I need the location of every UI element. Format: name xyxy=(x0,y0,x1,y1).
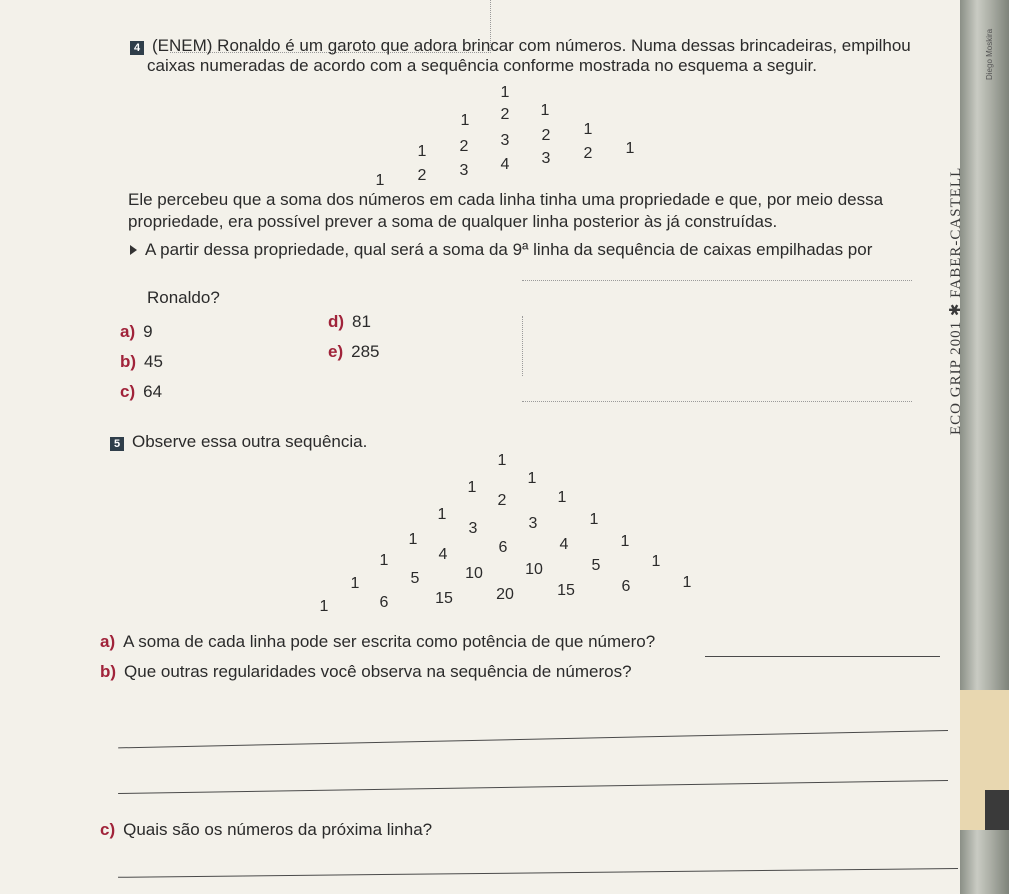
option-value: 45 xyxy=(144,352,163,371)
pyr-cell: 1 xyxy=(375,172,385,189)
q5b xyxy=(100,662,632,682)
pascal-cell: 4 xyxy=(438,546,448,563)
q4-badge: 4 xyxy=(130,41,144,55)
option-b[interactable] xyxy=(120,352,163,372)
option-letter: e) xyxy=(328,342,344,361)
option-value: 64 xyxy=(143,382,163,401)
q5a-answer-line[interactable] xyxy=(705,656,940,657)
q5a-text: A soma de cada linha pode ser escrita como potência de que número? xyxy=(123,632,656,651)
pascal-cell: 10 xyxy=(465,565,483,582)
pyr-cell: 2 xyxy=(541,127,551,144)
pascal-cell: 1 xyxy=(497,452,507,469)
q5c-letter: c) xyxy=(100,820,116,839)
q4-question xyxy=(130,240,872,260)
pyr-cell: 2 xyxy=(417,167,427,184)
pascal-cell: 15 xyxy=(557,582,575,599)
pyr-cell: 2 xyxy=(500,106,510,123)
pyr-cell: 2 xyxy=(583,145,593,162)
pascal-cell: 1 xyxy=(620,533,630,550)
pascal-cell: 5 xyxy=(410,570,420,587)
pyr-cell: 1 xyxy=(417,143,427,160)
pascal-cell: 1 xyxy=(408,531,418,548)
pyr-cell: 2 xyxy=(459,138,469,155)
pascal-cell: 1 xyxy=(379,552,389,569)
answer-box[interactable] xyxy=(522,280,912,402)
pencil-lead xyxy=(985,790,1009,830)
pascal-cell: 1 xyxy=(651,553,661,570)
pascal-cell: 3 xyxy=(468,520,478,537)
q4-text-line2: propriedade, era possível prever a soma de qualquer linha posterior às já construídas. xyxy=(128,212,778,231)
q5b-letter: b) xyxy=(100,662,117,681)
q5b-answer-line-2[interactable] xyxy=(118,780,948,794)
pascal-cell: 20 xyxy=(496,586,514,603)
option-a[interactable] xyxy=(120,322,153,342)
pencil-brand xyxy=(938,166,968,450)
q4-intro-line2: caixas numeradas de acordo com a sequência conforme mostrada no esquema a seguir. xyxy=(147,56,817,75)
option-letter: c) xyxy=(120,382,136,401)
pascal-cell: 1 xyxy=(527,470,537,487)
q5a-letter: a) xyxy=(100,632,116,651)
pascal-cell: 5 xyxy=(591,557,601,574)
q4-intro-text1: (ENEM) Ronaldo é um garoto que adora brincar com números. Numa dessas brincadeiras, empilhou xyxy=(152,36,911,55)
option-value: 9 xyxy=(143,322,153,341)
q4-text-line1: Ele percebeu que a soma dos números em cada linha tinha uma propriedade e que, por meio dessa xyxy=(128,190,884,209)
pascal-cell: 4 xyxy=(559,536,569,553)
pascal-cell: 6 xyxy=(498,539,508,556)
pyr-cell: 3 xyxy=(459,162,469,179)
q5c-answer-line[interactable] xyxy=(118,868,958,878)
pyr-cell: 1 xyxy=(583,121,593,138)
q4-question-text: A partir dessa propriedade, qual será a soma da 9ª linha da sequência de caixas empilhadas por xyxy=(145,240,873,259)
q5b-answer-line-1[interactable] xyxy=(118,730,948,748)
pascal-cell: 6 xyxy=(621,578,631,595)
option-e[interactable] xyxy=(328,342,380,362)
option-letter: a) xyxy=(120,322,136,341)
pyr-cell: 3 xyxy=(500,132,510,149)
pascal-cell: 2 xyxy=(497,492,507,509)
option-letter: b) xyxy=(120,352,137,371)
pascal-cell: 1 xyxy=(350,575,360,592)
pascal-cell: 15 xyxy=(435,590,453,607)
pascal-cell: 6 xyxy=(379,594,389,611)
pascal-cell: 1 xyxy=(589,511,599,528)
pyr-cell: 1 xyxy=(460,112,470,129)
q4-intro-line1 xyxy=(130,36,911,56)
option-d[interactable] xyxy=(328,312,371,332)
pascal-cell: 1 xyxy=(682,574,692,591)
pyr-cell: 4 xyxy=(500,156,510,173)
q5b-text: Que outras regularidades você observa na sequência de números? xyxy=(124,662,632,681)
pascal-cell: 1 xyxy=(437,506,447,523)
pascal-cell: 1 xyxy=(467,479,477,496)
pyr-cell: 1 xyxy=(500,84,510,101)
pascal-cell: 1 xyxy=(557,489,567,506)
q5c-text: Quais são os números da próxima linha? xyxy=(123,820,433,839)
pencil-brand-text: ECO GRIP 2001 ✱ FABER-CASTELL xyxy=(948,166,964,435)
pyr-cell: 1 xyxy=(625,140,635,157)
option-c[interactable] xyxy=(120,382,162,402)
q4-question-line2: Ronaldo? xyxy=(147,288,220,307)
option-letter: d) xyxy=(328,312,345,331)
pyr-cell: 3 xyxy=(541,150,551,167)
pascal-cell: 1 xyxy=(319,598,329,615)
pascal-cell: 3 xyxy=(528,515,538,532)
option-value: 285 xyxy=(351,342,380,361)
bullet-icon xyxy=(130,245,137,255)
q5a xyxy=(100,632,655,652)
q5-title-text: Observe essa outra sequência. xyxy=(132,432,368,451)
option-value: 81 xyxy=(352,312,371,331)
q5-badge: 5 xyxy=(110,437,124,451)
q5-title xyxy=(110,432,367,452)
q5c xyxy=(100,820,432,840)
pyr-cell: 1 xyxy=(540,102,550,119)
photo-credit: Diego Moskira xyxy=(985,28,994,80)
pascal-cell: 10 xyxy=(525,561,543,578)
